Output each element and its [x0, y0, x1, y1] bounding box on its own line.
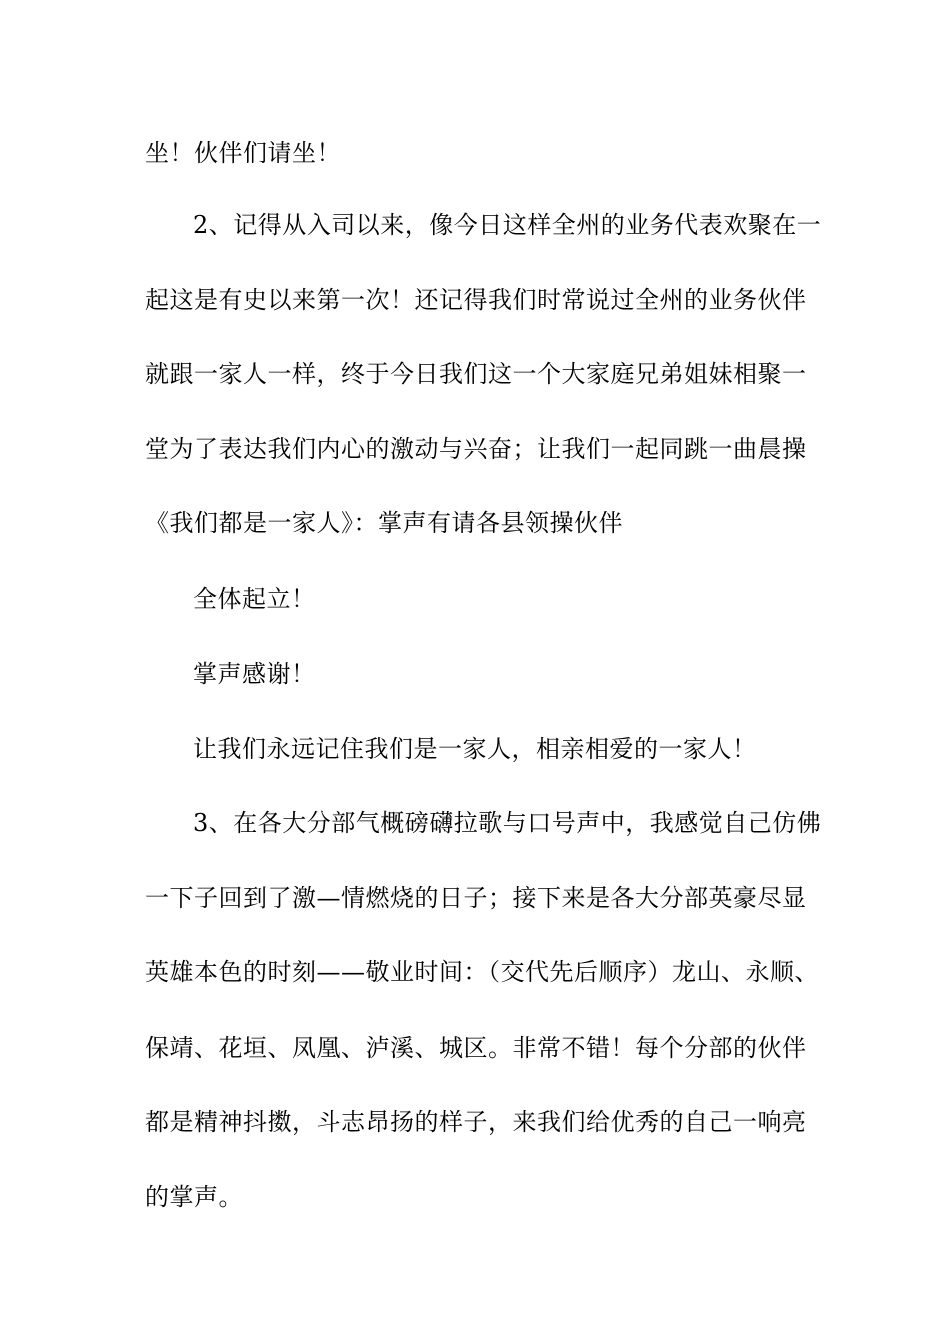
stand-up-line: 全体起立！	[193, 585, 316, 613]
paragraph-3-line-6: 的掌声。	[145, 1183, 243, 1211]
family-line: 让我们永远记住我们是一家人，相亲相爱的一家人！	[193, 735, 757, 763]
paragraph-3-line-2: 一下子回到了激—情燃烧的日子；接下来是各大分部英豪尽显	[145, 884, 807, 912]
paragraph-2-line-5: 《我们都是一家人》：掌声有请各县领操伙伴	[145, 509, 623, 537]
paragraph-3-line-5: 都是精神抖擞，斗志昂扬的样子，来我们给优秀的自己一响亮	[145, 1108, 807, 1136]
paragraph-2-line-4: 堂为了表达我们内心的激动与兴奋；让我们一起同跳一曲晨操	[145, 435, 807, 463]
paragraph-2-line-3: 就跟一家人一样，终于今日我们这一个大家庭兄弟姐妹相聚一	[145, 360, 807, 388]
paragraph-3-line-1: 3、在各大分部气概磅礴拉歌与口号声中，我感觉自己仿佛	[193, 809, 822, 837]
paragraph-3-line-4: 保靖、花垣、凤凰、泸溪、城区。非常不错！每个分部的伙伴	[145, 1034, 807, 1062]
paragraph-2-line-1: 2、记得从入司以来，像今日这样全州的业务代表欢聚在一	[193, 211, 822, 239]
text-line-1: 坐！伙伴们请坐！	[145, 139, 341, 167]
paragraph-3-line-3: 英雄本色的时刻——敬业时间：（交代先后顺序）龙山、永顺、	[145, 958, 819, 986]
applause-thanks-line: 掌声感谢！	[193, 660, 316, 688]
paragraph-2-line-2: 起这是有史以来第一次！还记得我们时常说过全州的业务伙伴	[145, 286, 807, 314]
